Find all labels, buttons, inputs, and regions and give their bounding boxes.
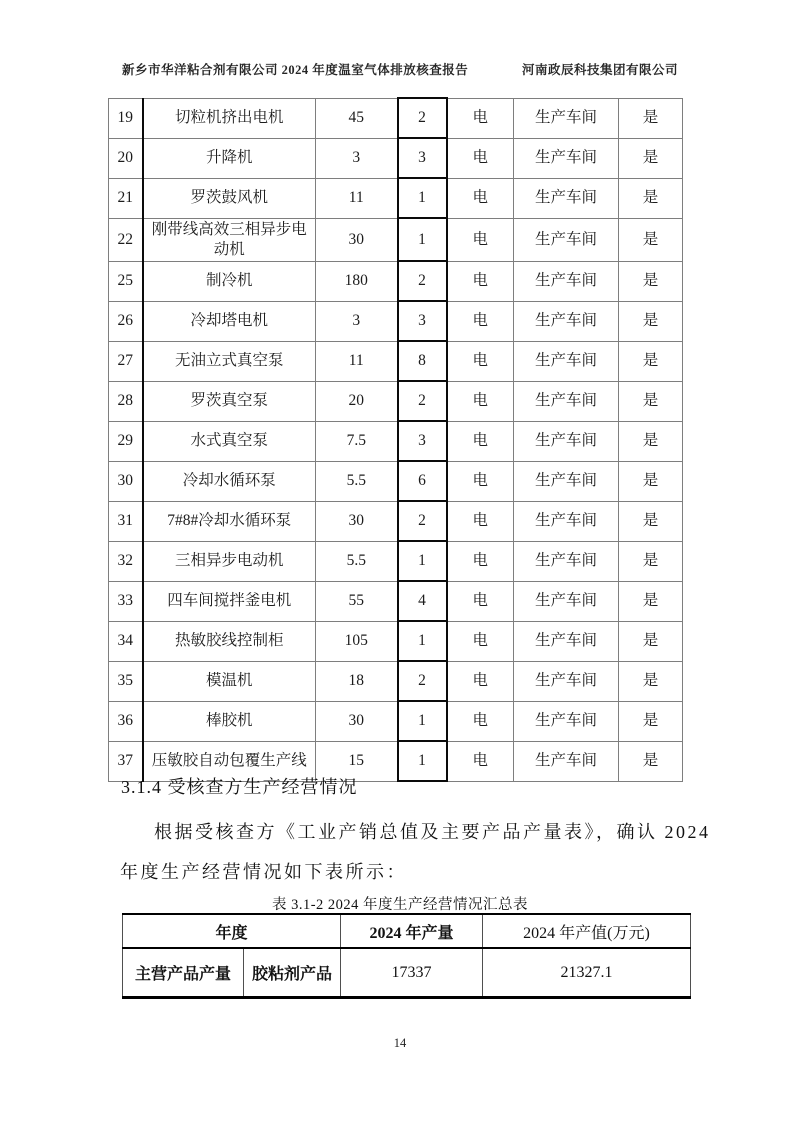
cell-energy: 电	[447, 741, 514, 781]
cell-no: 34	[109, 621, 143, 661]
equipment-row	[109, 178, 683, 218]
cell-no: 27	[109, 341, 143, 381]
cell-location: 生产车间	[514, 741, 619, 781]
equipment-row	[109, 261, 683, 301]
cell-power: 18	[316, 661, 398, 701]
cell-name: 模温机	[143, 661, 316, 701]
cell-name: 制冷机	[143, 261, 316, 301]
paragraph-line-2: 年度生产经营情况如下表所示：	[120, 862, 407, 882]
equipment-row	[109, 98, 683, 138]
summary-header-row	[123, 914, 691, 948]
cell-no: 21	[109, 178, 143, 218]
cell-name: 切粒机挤出电机	[143, 98, 316, 138]
cell-count: 6	[398, 461, 447, 501]
cell-name: 7#8#冷却水循环泵	[143, 501, 316, 541]
equipment-row	[109, 421, 683, 461]
cell-location: 生产车间	[514, 541, 619, 581]
cell-no: 30	[109, 461, 143, 501]
cell-no: 31	[109, 501, 143, 541]
cell-name: 冷却水循环泵	[143, 461, 316, 501]
equipment-row	[109, 301, 683, 341]
cell-location: 生产车间	[514, 461, 619, 501]
cell-location: 生产车间	[514, 581, 619, 621]
cell-count: 1	[398, 701, 447, 741]
cell-location: 生产车间	[514, 381, 619, 421]
cell-count: 3	[398, 301, 447, 341]
cell-power: 5.5	[316, 461, 398, 501]
cell-power: 45	[316, 98, 398, 138]
cell-energy: 电	[447, 621, 514, 661]
equipment-row	[109, 138, 683, 178]
cell-location: 生产车间	[514, 218, 619, 261]
cell-no: 28	[109, 381, 143, 421]
cell-count: 8	[398, 341, 447, 381]
cell-name: 四车间搅拌釜电机	[143, 581, 316, 621]
cell-energy: 电	[447, 301, 514, 341]
cell-included: 是	[619, 621, 683, 661]
cell-name: 刚带线高效三相异步电动机	[143, 218, 316, 261]
cell-energy: 电	[447, 541, 514, 581]
cell-power: 3	[316, 138, 398, 178]
cell-name: 罗茨真空泵	[143, 381, 316, 421]
cell-count: 1	[398, 621, 447, 661]
cell-count: 1	[398, 541, 447, 581]
cell-location: 生产车间	[514, 701, 619, 741]
cell-included: 是	[619, 661, 683, 701]
cell-name: 三相异步电动机	[143, 541, 316, 581]
cell-no: 25	[109, 261, 143, 301]
equipment-row	[109, 341, 683, 381]
cell-count: 4	[398, 581, 447, 621]
cell-power: 105	[316, 621, 398, 661]
equipment-row	[109, 661, 683, 701]
equipment-row	[109, 461, 683, 501]
summary-header-value: 2024 年产值(万元)	[483, 914, 691, 948]
cell-count: 2	[398, 661, 447, 701]
body-paragraph	[120, 812, 711, 892]
cell-power: 15	[316, 741, 398, 781]
cell-energy: 电	[447, 98, 514, 138]
cell-energy: 电	[447, 261, 514, 301]
cell-no: 19	[109, 98, 143, 138]
cell-location: 生产车间	[514, 261, 619, 301]
cell-no: 22	[109, 218, 143, 261]
cell-power: 30	[316, 701, 398, 741]
summary-header-year: 年度	[123, 914, 341, 948]
cell-power: 5.5	[316, 541, 398, 581]
equipment-row	[109, 381, 683, 421]
cell-count: 2	[398, 501, 447, 541]
cell-name: 压敏胶自动包覆生产线	[143, 741, 316, 781]
cell-energy: 电	[447, 421, 514, 461]
cell-included: 是	[619, 461, 683, 501]
cell-power: 3	[316, 301, 398, 341]
cell-no: 29	[109, 421, 143, 461]
cell-energy: 电	[447, 461, 514, 501]
summary-table-caption: 表 3.1-2 2024 年度生产经营情况汇总表	[271, 897, 529, 913]
cell-location: 生产车间	[514, 301, 619, 341]
cell-location: 生产车间	[514, 421, 619, 461]
paragraph-line-1: 根据受核查方《工业产销总值及主要产品产量表》，确认 2024	[154, 822, 711, 842]
cell-no: 20	[109, 138, 143, 178]
summary-row-label: 主营产品产量	[123, 948, 244, 998]
cell-power: 30	[316, 501, 398, 541]
cell-count: 3	[398, 421, 447, 461]
cell-energy: 电	[447, 661, 514, 701]
cell-count: 1	[398, 741, 447, 781]
page-number: 14	[393, 1036, 407, 1050]
cell-energy: 电	[447, 341, 514, 381]
cell-included: 是	[619, 421, 683, 461]
cell-name: 热敏胶线控制柜	[143, 621, 316, 661]
cell-energy: 电	[447, 218, 514, 261]
cell-power: 11	[316, 178, 398, 218]
header-company-name: 河南政辰科技集团有限公司	[521, 63, 678, 77]
cell-energy: 电	[447, 381, 514, 421]
cell-energy: 电	[447, 501, 514, 541]
cell-no: 37	[109, 741, 143, 781]
summary-row-value: 21327.1	[483, 948, 691, 998]
cell-count: 2	[398, 261, 447, 301]
cell-location: 生产车间	[514, 138, 619, 178]
header-report-title: 新乡市华洋粘合剂有限公司 2024 年度温室气体排放核查报告	[122, 63, 469, 77]
cell-energy: 电	[447, 178, 514, 218]
page-header	[122, 60, 678, 78]
equipment-row	[109, 218, 683, 261]
cell-no: 26	[109, 301, 143, 341]
cell-name: 升降机	[143, 138, 316, 178]
cell-no: 33	[109, 581, 143, 621]
summary-row-output: 17337	[341, 948, 483, 998]
cell-included: 是	[619, 301, 683, 341]
cell-no: 35	[109, 661, 143, 701]
cell-name: 无油立式真空泵	[143, 341, 316, 381]
summary-table	[122, 913, 691, 999]
cell-energy: 电	[447, 701, 514, 741]
cell-included: 是	[619, 178, 683, 218]
cell-power: 11	[316, 341, 398, 381]
cell-power: 30	[316, 218, 398, 261]
cell-energy: 电	[447, 581, 514, 621]
cell-included: 是	[619, 581, 683, 621]
summary-header-output: 2024 年产量	[341, 914, 483, 948]
equipment-table	[108, 97, 683, 782]
cell-power: 180	[316, 261, 398, 301]
cell-power: 7.5	[316, 421, 398, 461]
cell-included: 是	[619, 261, 683, 301]
cell-count: 3	[398, 138, 447, 178]
cell-location: 生产车间	[514, 501, 619, 541]
cell-location: 生产车间	[514, 178, 619, 218]
cell-location: 生产车间	[514, 341, 619, 381]
cell-name: 冷却塔电机	[143, 301, 316, 341]
equipment-row	[109, 621, 683, 661]
cell-no: 32	[109, 541, 143, 581]
equipment-row	[109, 501, 683, 541]
cell-name: 水式真空泵	[143, 421, 316, 461]
cell-count: 2	[398, 98, 447, 138]
cell-count: 1	[398, 218, 447, 261]
cell-no: 36	[109, 701, 143, 741]
cell-count: 1	[398, 178, 447, 218]
equipment-row	[109, 541, 683, 581]
summary-data-row	[123, 948, 691, 998]
cell-included: 是	[619, 701, 683, 741]
cell-location: 生产车间	[514, 98, 619, 138]
cell-included: 是	[619, 381, 683, 421]
cell-included: 是	[619, 98, 683, 138]
cell-name: 棒胶机	[143, 701, 316, 741]
summary-row-product: 胶粘剂产品	[244, 948, 341, 998]
cell-energy: 电	[447, 138, 514, 178]
cell-name: 罗茨鼓风机	[143, 178, 316, 218]
cell-power: 20	[316, 381, 398, 421]
section-heading: 3.1.4 受核查方生产经营情况	[121, 777, 358, 797]
cell-included: 是	[619, 218, 683, 261]
cell-location: 生产车间	[514, 621, 619, 661]
cell-included: 是	[619, 501, 683, 541]
cell-included: 是	[619, 138, 683, 178]
equipment-row	[109, 701, 683, 741]
cell-included: 是	[619, 541, 683, 581]
equipment-row	[109, 581, 683, 621]
cell-power: 55	[316, 581, 398, 621]
cell-location: 生产车间	[514, 661, 619, 701]
cell-included: 是	[619, 741, 683, 781]
cell-count: 2	[398, 381, 447, 421]
cell-included: 是	[619, 341, 683, 381]
